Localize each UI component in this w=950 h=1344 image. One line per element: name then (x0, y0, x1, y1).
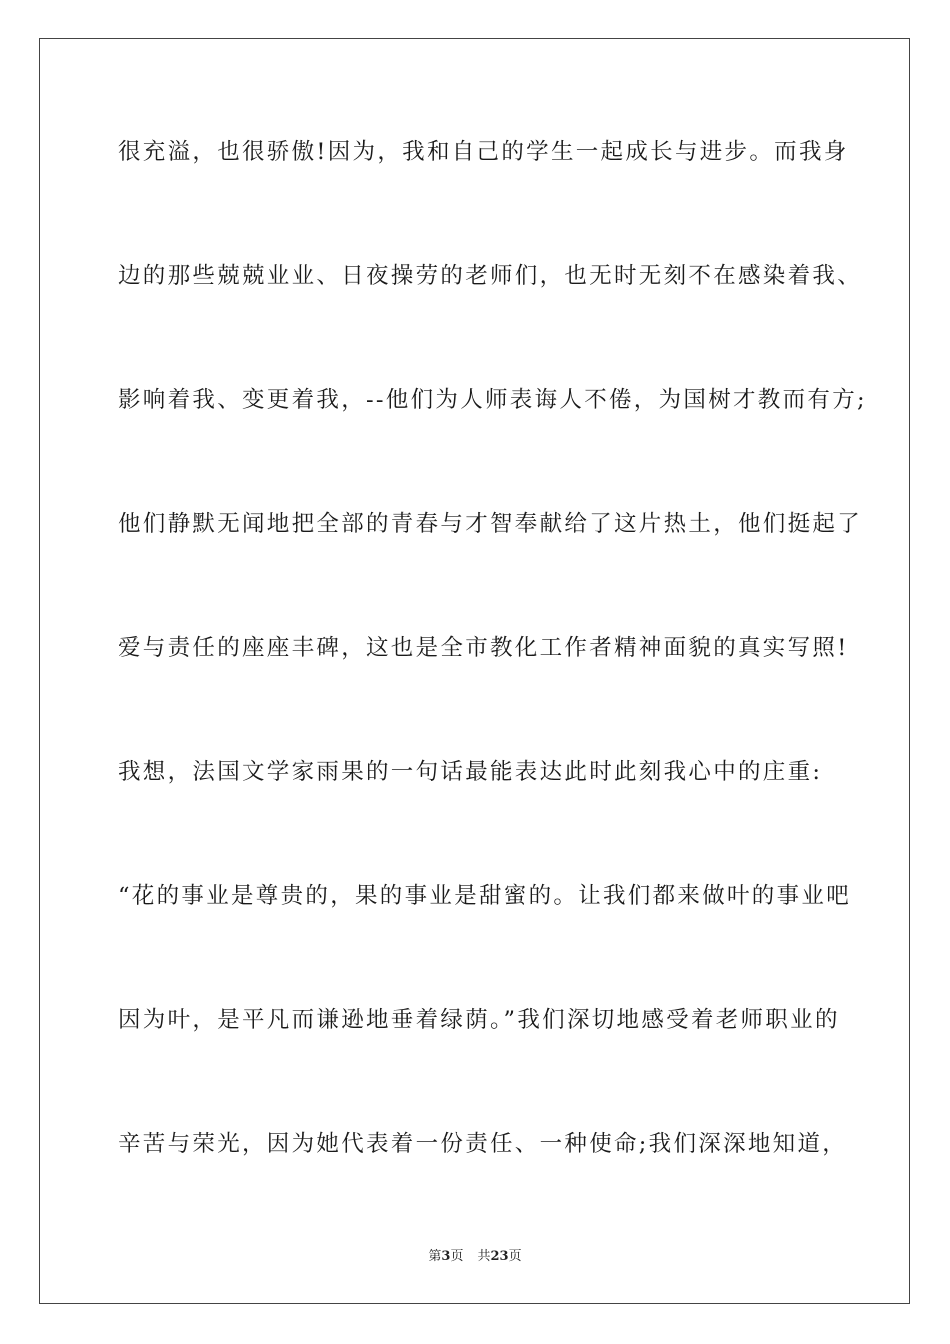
body-text-line-8: 因为叶，是平凡而谦逊地垂着绿荫。”我们深切地感受着老师职业的 (118, 1007, 840, 1033)
body-text-line-4: 他们静默无闻地把全部的青春与才智奉献给了这片热土，他们挺起了 (118, 511, 863, 537)
total-pages-number: 23 (490, 1249, 509, 1264)
body-text-line-3: 影响着我、变更着我，--他们为人师表诲人不倦，为国树才教而有方; (118, 387, 867, 413)
body-text-line-9: 辛苦与荣光，因为她代表着一份责任、一种使命;我们深深地知道， (118, 1131, 848, 1157)
page-number-prefix: 第 (428, 1249, 442, 1264)
total-pages-suffix: 页 (508, 1249, 522, 1264)
body-text-line-6: 我想，法国文学家雨果的一句话最能表达此时此刻我心中的庄重: (118, 759, 823, 785)
body-text-line-1: 很充溢，也很骄傲!因为，我和自己的学生一起成长与进步。而我身 (118, 139, 849, 165)
total-pages-prefix: 共 (477, 1249, 491, 1264)
page-number-suffix: 页 (450, 1249, 464, 1264)
body-text-line-2: 边的那些兢兢业业、日夜操劳的老师们，也无时无刻不在感染着我、 (118, 263, 863, 289)
page-footer (0, 1248, 950, 1266)
current-page-number: 3 (441, 1249, 451, 1264)
body-text-line-7: “花的事业是尊贵的，果的事业是甜蜜的。让我们都来做叶的事业吧 (118, 883, 852, 909)
page-border (39, 38, 910, 1304)
body-text-line-5: 爱与责任的座座丰碑，这也是全市教化工作者精神面貌的真实写照! (118, 635, 849, 661)
